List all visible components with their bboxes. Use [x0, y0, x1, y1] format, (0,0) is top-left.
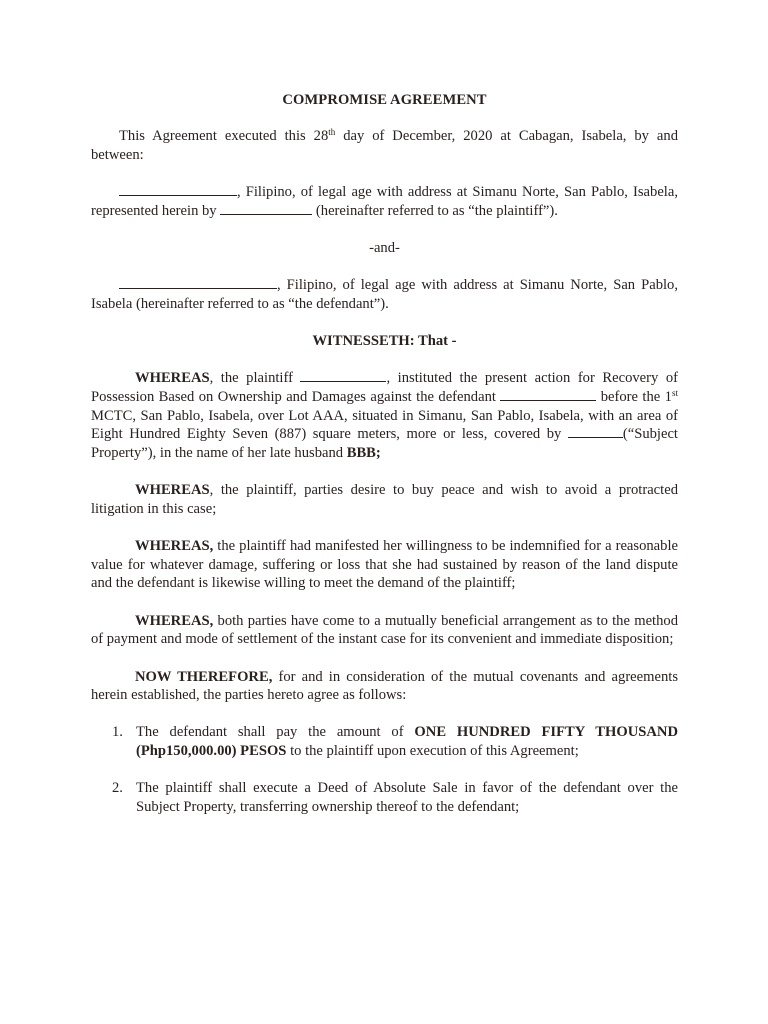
defendant-blank [500, 388, 596, 401]
now-therefore-text: for and in consideration of the mutual covenants and agreements herein established, the parties hereto agree as follows: [91, 668, 678, 704]
whereas-paragraph-2 [91, 481, 678, 518]
item-1-text-b: to the plaintiff upon execution of this Agreement; [286, 743, 579, 760]
whereas-1-text-e: (“Subject Property”), in the name of her late husband [91, 426, 678, 461]
plaintiff-blank [300, 369, 386, 382]
intro-text-a: This Agreement executed this 28 [119, 128, 329, 144]
witnesseth-heading: WITNESSETH: That - [312, 332, 457, 349]
whereas-paragraph-1 [91, 369, 678, 463]
intro-text-b: day of December, 2020 at Cabagan, Isabela, by and between: [91, 128, 678, 163]
plaintiff-text-b: (hereinafter referred to as “the plaintiff”). [312, 202, 558, 219]
item-1-text-a: The defendant shall pay the amount of [136, 724, 415, 741]
defendant-text: , Filipino, of legal age with address at Simanu Norte, San Pablo, Isabela (hereinafter referred to as “the defendant”). [91, 277, 678, 312]
plaintiff-party-paragraph [91, 183, 678, 220]
now-therefore-label: NOW THEREFORE, [135, 668, 273, 685]
whereas-3-text: the plaintiff had manifested her willingness to be indemnified for a reasonable value for whatever damage, suffering or loss that she had sustained by reason of the land dispute and the defendant is likewise willing to meet the demand of the plaintiff; [91, 538, 678, 592]
whereas-1-bold-end: BBB; [346, 444, 381, 461]
now-therefore-paragraph [91, 668, 678, 705]
whereas-1-text-b: , instituted the present action for Recovery of Possession Based on Ownership and Damages against the defendant [91, 370, 679, 405]
title-number-blank [568, 425, 623, 438]
whereas-label: WHEREAS, [135, 612, 214, 629]
list-item-number: 2. [112, 780, 123, 797]
item-2-text: The plaintiff shall execute a Deed of Absolute Sale in favor of the defendant over the Subject Property, transferring ownership thereof to the defendant; [136, 780, 678, 816]
whereas-1-sup: st [671, 387, 678, 398]
representative-blank [220, 202, 312, 215]
list-item [91, 779, 678, 816]
list-item-number: 1. [112, 724, 123, 741]
whereas-label: WHEREAS [135, 370, 210, 387]
whereas-paragraph-4 [91, 612, 678, 649]
list-item [91, 723, 678, 760]
and-separator: -and- [369, 239, 400, 256]
whereas-4-text: both parties have come to a mutually beneficial arrangement as to the method of payment and mode of settlement of the instant case for its convenient and immediate disposition; [91, 612, 678, 648]
whereas-label: WHEREAS [135, 482, 210, 499]
document-title: COMPROMISE AGREEMENT [282, 92, 487, 108]
whereas-label: WHEREAS, [135, 538, 214, 555]
whereas-1-text-c: before the 1 [596, 388, 672, 405]
whereas-2-text: , the plaintiff, parties desire to buy peace and wish to avoid a protracted litigation in this case; [91, 482, 678, 517]
terms-list [91, 723, 678, 816]
item-1-amount: ONE HUNDRED FIFTY THOUSAND (Php150,000.00) PESOS [136, 724, 678, 760]
whereas-paragraph-3 [91, 537, 678, 593]
intro-paragraph [91, 127, 678, 164]
defendant-party-paragraph [91, 276, 678, 313]
whereas-1-text-d: MCTC, San Pablo, Isabela, over Lot AAA, situated in Simanu, San Pablo, Isabela, with an area of Eight Hundred Eighty Seven (887) square meters, more or less, covered by [91, 407, 678, 443]
whereas-1-text-a: , the plaintiff [209, 370, 301, 387]
plaintiff-text-a: , Filipino, of legal age with address at Simanu Norte, San Pablo, Isabela, represented herein by [91, 183, 678, 219]
intro-sup: th [328, 127, 336, 137]
defendant-name-blank [119, 276, 277, 289]
plaintiff-name-blank [119, 183, 237, 196]
